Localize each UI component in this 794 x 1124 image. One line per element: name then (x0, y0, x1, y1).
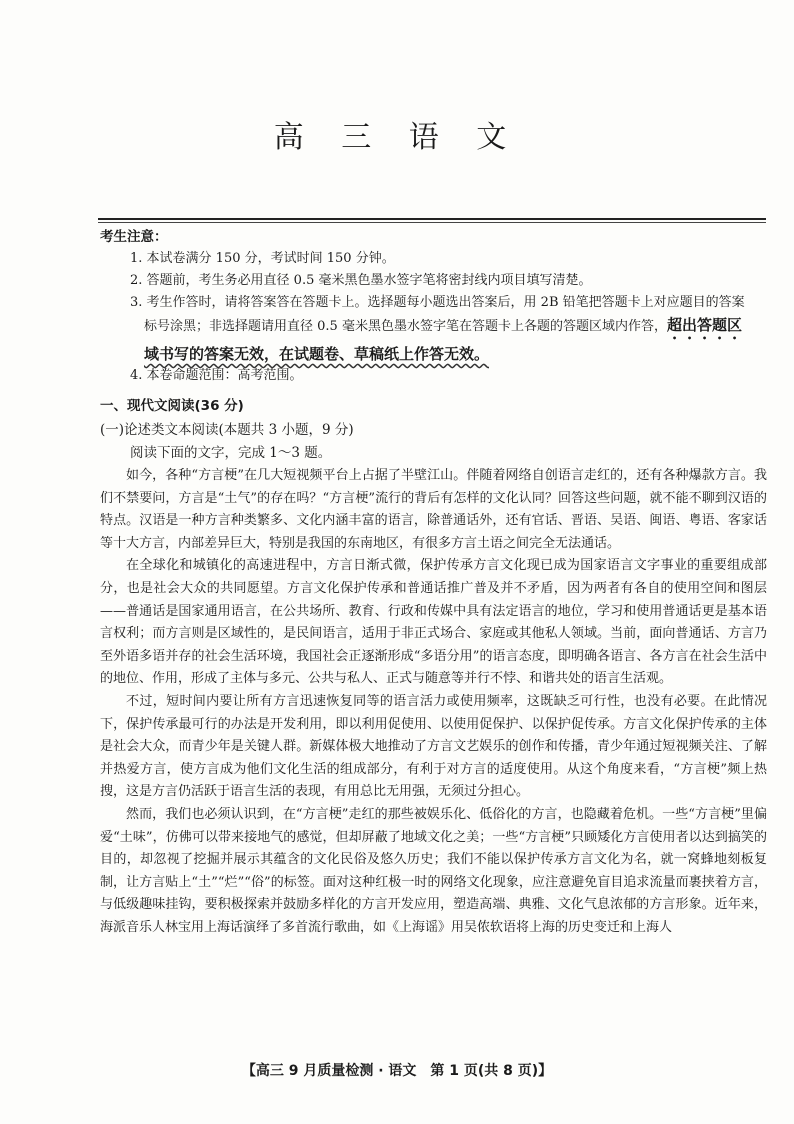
page-footer: 【高三 9 月质量检测 · 语文 第 1 页(共 8 页)】 (241, 1063, 553, 1079)
subsection-heading: (一)论述类文本阅读(本题共 3 小题，9 分) (100, 422, 354, 438)
header-rule (98, 218, 766, 220)
header-rule-thin (98, 222, 766, 223)
notice-item-3-line2 (144, 314, 776, 343)
passage-paragraph: 在全球化和城镇化的高速进程中，方言日渐式微，保护传承方言文化现已成为国家语言文字事业的重要组成部分，也是社会大众的共同愿望。方言文化保护传承和普通话推广普及并不矛盾，因为两者有各自的使用空间和图层——普通话是国家通用语言，在公共场所、教育、行政和传媒中具有法定语言的地位，学习和使用普通话更是基本语言权利；而方言则是区域性的，是民间语言，适用于非正式场合、家庭或其他私人领域。当前，面向普通话、方言乃至外语多语并存的社会生活环境，我国社会正逐渐形成“多语分用”的语言态度，即明确各语言、各方言在社会生活中的地位、作用，形成了主体与多元、公共与私人、正式与随意等并行不悖、和谐共处的语言生活观。 (100, 558, 767, 687)
exam-notice (100, 226, 776, 387)
notice-item-3-text: 标号涂黑；非选择题请用直径 0.5 毫米黑色墨水签字笔在答题卡上各题的答题区域内作答， (144, 319, 667, 334)
notice-item-1: 1. 本试卷满分 150 分，考试时间 150 分钟。 (130, 251, 395, 266)
notice-item-3-line1: 3. 考生作答时，请将答案答在答题卡上。选择题每小题选出答案后，用 2B 铅笔把答题卡上对应题目的答案 (130, 295, 745, 310)
section-heading: 一、现代文阅读(36 分) (100, 398, 244, 414)
passage-paragraph: 然而，我们也必须认识到，在“方言梗”走红的那些被娱乐化、低俗化的方言，也隐藏着危机。一些“方言梗”里偏爱“土味”，仿佛可以带来接地气的感觉，但却屏蔽了地域文化之美；一些“方言梗”只顾矮化方言使用者以达到搞笑的目的，却忽视了挖掘并展示其蕴含的文化民俗及悠久历史；我们不能以保护传承方言文化为名，就一窝蜂地刻板复制，让方言贴上“土”“烂”“俗”的标签。面对这种红极一时的网络文化现象，应注意避免盲目追求流量而裹挟着方言，与低级趣味挂钩，要积极探索并鼓励多样化的方言开发应用，塑造高端、典雅、文化气息浓郁的方言形象。近年来，海派音乐人林宝用上海话演绎了多首流行歌曲，如《上海谣》用吴侬软语将上海的历史变迁和上海人 (100, 806, 767, 935)
notice-item-2: 2. 答题前，考生务必用直径 0.5 毫米黑色墨水签字笔将密封线内项目填写清楚。 (130, 273, 592, 288)
notice-emphasis-2: 域书写的答案无效，在试题卷、草稿纸上作答无效。 (144, 345, 490, 363)
notice-heading: 考生注意： (100, 229, 168, 245)
notice-emphasis-1: 超出答题区 (666, 316, 742, 334)
notice-item-4: 4. 本卷命题范围：高考范围。 (130, 368, 303, 383)
notice-item-3 (130, 292, 776, 365)
passage-paragraph: 如今，各种“方言梗”在几大短视频平台上占据了半壁江山。伴随着网络自创语言走红的，还有各种爆款方言。我们不禁要问，方言是“土气”的存在吗？“方言梗”流行的背后有怎样的文化认同？回答这些问题，就不能不聊到汉语的特点。汉语是一种方言种类繁多、文化内涵丰富的语言，除普通话外，还有官话、晋语、吴语、闽语、粤语、客家话等十大方言，内部差异巨大，特别是我国的东南地区，有很多方言土语之间完全无法通话。 (100, 468, 767, 551)
reading-instruction: 阅读下面的文字，完成 1～3 题。 (130, 445, 332, 461)
passage-paragraph: 不过，短时间内要让所有方言迅速恢复同等的语言活力或使用频率，这既缺乏可行性，也没有必要。在此情况下，保护传承最可行的办法是开发利用，即以利用促使用、以使用促保护、以保护促传承。方言文化保护传承的主体是社会大众，而青少年是关键人群。新媒体极大地推动了方言文艺娱乐的创作和传播，青少年通过短视频关注、了解并热爱方言，使方言成为他们文化生活的组成部分，有利于对方言的适度使用。从这个角度来看，“方言梗”频上热搜，这是方言仍活跃于语言生活的表现，有用总比无用强，无须过分担心。 (100, 693, 767, 800)
page-title: 高 三 语 文 (273, 120, 521, 155)
reading-passage (100, 465, 767, 939)
